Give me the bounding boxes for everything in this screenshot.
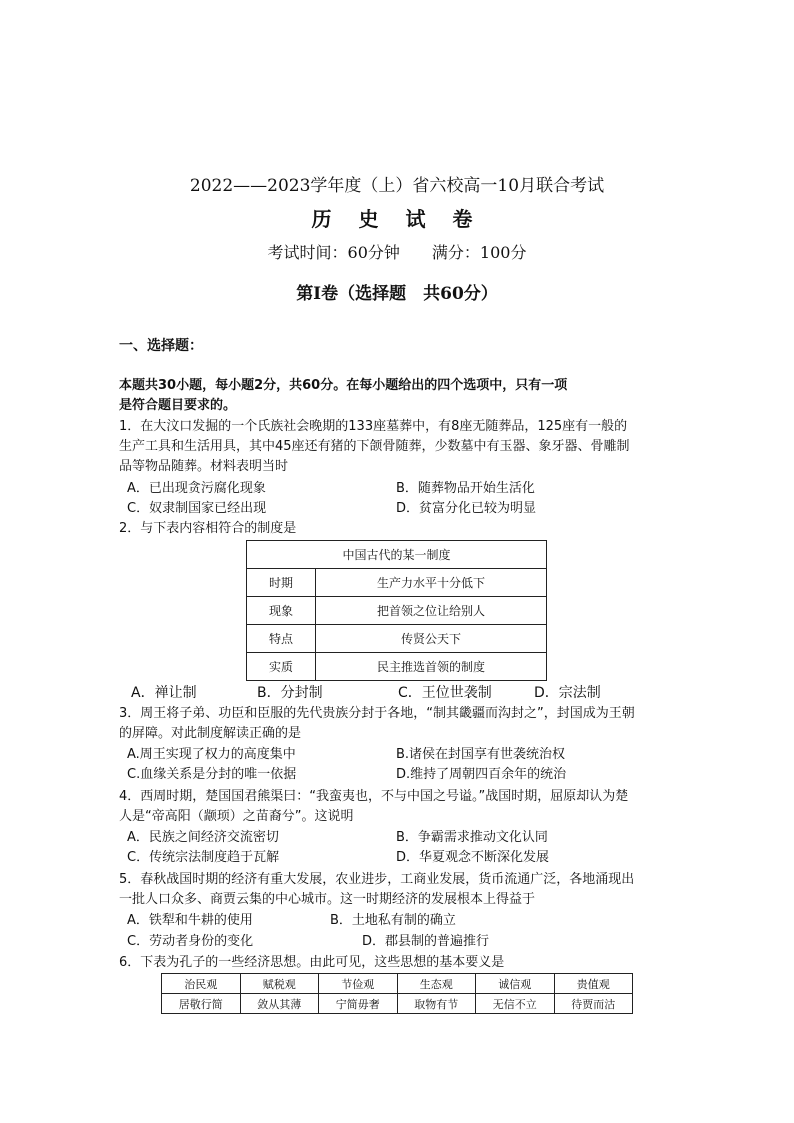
- q2-table-title: 中国古代的某一制度: [247, 541, 547, 569]
- section-heading: 一、选择题：: [119, 338, 203, 354]
- q6-value-cell: 取物有节: [397, 994, 476, 1014]
- table-row: [247, 541, 547, 569]
- q6-stem: 6．下表为孔子的一些经济思想。由此可见，这些思想的基本要义是: [119, 955, 505, 970]
- q2-row-label: 时期: [247, 569, 316, 597]
- q4-stem-line-2: 人是“帝高阳（颛顼）之苗裔兮”。这说明: [119, 809, 354, 824]
- q6-header-cell: 治民观: [162, 974, 241, 994]
- q3-option-c: C.血缘关系是分封的唯一依据: [127, 767, 297, 782]
- q4-option-c: C．传统宗法制度趋于瓦解: [127, 850, 280, 865]
- table-row: [162, 994, 633, 1014]
- section-intro-line-2: 是符合题目要求的。: [119, 398, 237, 413]
- q6-table: [161, 973, 633, 1014]
- q4-option-b: B．争霸需求推动文化认同: [396, 830, 548, 845]
- q5-stem-line-2: 一批人口众多、商贾云集的中心城市。这一时期经济的发展根本上得益于: [119, 892, 536, 907]
- q5-option-c: C．劳动者身份的变化: [127, 934, 254, 949]
- q6-header-cell: 诚信观: [476, 974, 555, 994]
- q3-stem-line-2: 的屏障。对此制度解读正确的是: [119, 726, 302, 741]
- table-row: [247, 569, 547, 597]
- q2-row-value: 把首领之位让给别人: [316, 597, 547, 625]
- q6-value-cell: 敛从其薄: [240, 994, 319, 1014]
- q2-row-label: 特点: [247, 625, 316, 653]
- q1-option-d: D．贫富分化已较为明显: [396, 501, 537, 516]
- q2-stem: 2．与下表内容相符合的制度是: [119, 521, 297, 536]
- q2-row-label: 现象: [247, 597, 316, 625]
- q2-row-label: 实质: [247, 653, 316, 681]
- q4-stem-line-1: 4．西周时期，楚国国君熊渠曰：“我蛮夷也，不与中国之号谥。”战国时期，屈原却认为楚: [119, 789, 629, 804]
- q2-row-value: 民主推选首领的制度: [316, 653, 547, 681]
- q5-option-a: A．铁犁和牛耕的使用: [127, 913, 253, 928]
- q6-value-cell: 宁简毋奢: [319, 994, 398, 1014]
- q2-option-b: B．分封制: [257, 685, 323, 701]
- table-row: [162, 974, 633, 994]
- q6-value-cell: 无信不立: [476, 994, 555, 1014]
- q2-table: [246, 540, 547, 681]
- q5-option-d: D．郡县制的普遍推行: [362, 934, 490, 949]
- table-row: [247, 653, 547, 681]
- part-title: 第Ⅰ卷（选择题 共60分）: [296, 284, 498, 304]
- q6-header-cell: 节俭观: [319, 974, 398, 994]
- q2-option-d: D．宗法制: [534, 685, 601, 701]
- q3-option-a: A.周王实现了权力的高度集中: [127, 747, 296, 762]
- table-row: [247, 597, 547, 625]
- table-row: [247, 625, 547, 653]
- q3-option-d: D.维持了周朝四百余年的统治: [396, 767, 567, 782]
- q6-value-cell: 居敬行简: [162, 994, 241, 1014]
- q6-header-cell: 赋税观: [240, 974, 319, 994]
- q2-row-value: 生产力水平十分低下: [316, 569, 547, 597]
- q4-option-d: D．华夏观念不断深化发展: [396, 850, 550, 865]
- q2-option-c: C．王位世袭制: [398, 685, 492, 701]
- q6-header-cell: 贵值观: [554, 974, 633, 994]
- q3-stem-line-1: 3．周王将子弟、功臣和臣服的先代贵族分封于各地，“制其畿疆而沟封之”，封国成为王朝: [119, 706, 635, 721]
- q2-row-value: 传贤公天下: [316, 625, 547, 653]
- q1-option-a: A．已出现贪污腐化现象: [127, 481, 266, 496]
- subject-title: 历 史 试 卷: [311, 207, 483, 231]
- q2-option-a: A．禅让制: [131, 685, 197, 701]
- exam-title: 2022——2023学年度（上）省六校高一10月联合考试: [189, 176, 605, 196]
- q1-option-b: B．随葬物品开始生活化: [396, 481, 535, 496]
- q5-stem-line-1: 5．春秋战国时期的经济有重大发展，农业进步，工商业发展，货币流通广泛，各地涌现出: [119, 872, 635, 887]
- q4-option-a: A．民族之间经济交流密切: [127, 830, 279, 845]
- q3-option-b: B.诸侯在封国享有世袭统治权: [396, 747, 566, 762]
- q5-option-b: B．土地私有制的确立: [330, 913, 456, 928]
- q1-stem-line-1: 1．在大汶口发掘的一个氏族社会晚期的133座墓葬中，有8座无随葬品，125座有一般的: [119, 419, 628, 434]
- q1-option-c: C．奴隶制国家已经出现: [127, 501, 267, 516]
- section-intro-line-1: 本题共30小题，每小题2分，共60分。在每小题给出的四个选项中，只有一项: [119, 378, 568, 393]
- q1-stem-line-2: 生产工具和生活用具，其中45座还有猪的下颌骨随葬，少数墓中有玉器、象牙器、骨雕制: [119, 439, 630, 454]
- exam-info: 考试时间：60分钟 满分：100分: [267, 243, 527, 262]
- q6-value-cell: 待贾而沽: [554, 994, 633, 1014]
- q1-stem-line-3: 品等物品随葬。材料表明当时: [119, 459, 289, 474]
- q6-header-cell: 生态观: [397, 974, 476, 994]
